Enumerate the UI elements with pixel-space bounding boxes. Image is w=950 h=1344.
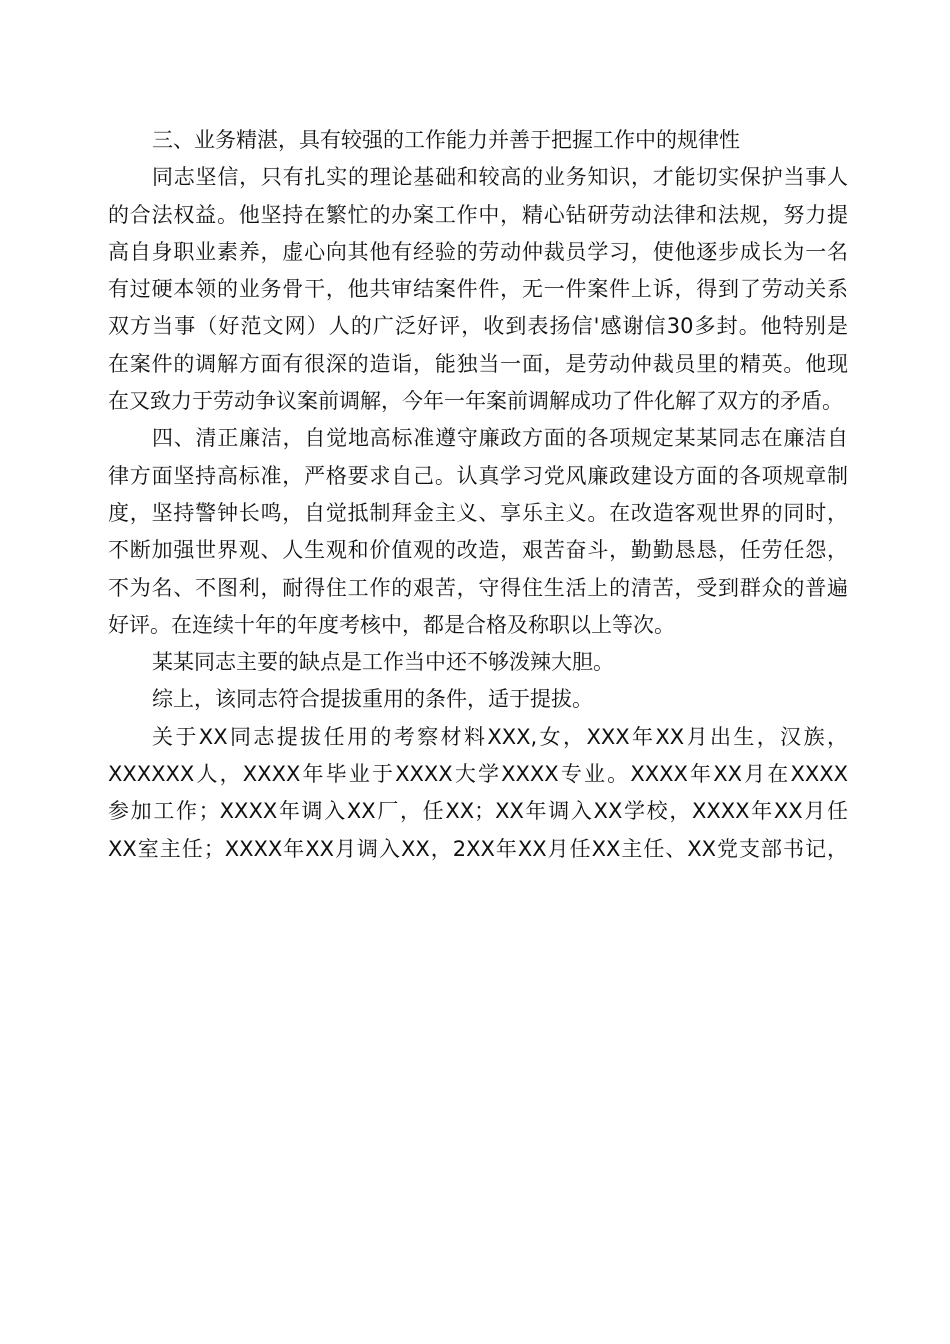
text-line: 不断加强世界观、人生观和价值观的改造，艰苦奋斗，勤勤恳恳，任劳任怨， <box>108 538 848 563</box>
text-line: 有过硬本领的业务骨干，他共审结案件件，无一件案件上诉，得到了劳动关系 <box>108 277 848 302</box>
paragraph-appendix-profile <box>108 719 848 868</box>
text-line: 双方当事（好范文网）人的广泛好评，收到表扬信'感谢信30多封。他特别是 <box>108 314 848 339</box>
text-line: 四、清正廉洁，自觉地高标准遵守廉政方面的各项规定某某同志在廉洁自 <box>152 426 848 451</box>
paragraph-section-3-heading <box>108 122 848 159</box>
text-line: 三、业务精湛，具有较强的工作能力并善于把握工作中的规律性 <box>152 128 740 152</box>
text-line: 好评。在连续十年的年度考核中，都是合格及称职以上等次。 <box>108 612 675 637</box>
paragraph-section-4 <box>108 420 848 644</box>
text-line: XXXXXX人，XXXX年毕业于XXXX大学XXXX专业。XXXX年XX月在XXXX <box>108 762 848 787</box>
text-line: 不为名、不图利，耐得住工作的艰苦，守得住生活上的清苦，受到群众的普遍 <box>108 575 848 600</box>
text-line: 度，坚持警钟长鸣，自觉抵制拜金主义、享乐主义。在改造客观世界的同时， <box>108 500 848 525</box>
text-line: 同志坚信，只有扎实的理论基础和较高的业务知识，才能切实保护当事人 <box>152 165 848 190</box>
paragraph-shortcoming <box>108 644 848 681</box>
text-line: XX室主任；XXXX年XX月调入XX，2XX年XX月任XX主任、XX党支部书记， <box>108 836 848 861</box>
text-line: 某某同志主要的缺点是工作当中还不够泼辣大胆。 <box>152 650 614 675</box>
text-line: 在案件的调解方面有很深的造诣，能独当一面，是劳动仲裁员里的精英。他现 <box>108 351 848 376</box>
document-body <box>108 122 848 868</box>
text-line: 综上，该同志符合提拔重用的条件，适于提拔。 <box>152 687 593 712</box>
paragraph-section-3-body <box>108 159 848 420</box>
text-line: 律方面坚持高标准，严格要求自己。认真学习党风廉政建设方面的各项规章制 <box>108 463 848 488</box>
text-line: 在又致力于劳动争议案前调解，今年一年案前调解成功了件化解了双方的矛盾。 <box>108 389 843 414</box>
text-line: 关于XX同志提拔任用的考察材料XXX,女，XXX年XX月出生，汉族， <box>152 724 848 749</box>
text-line: 的合法权益。他坚持在繁忙的办案工作中，精心钻研劳动法律和法规，努力提 <box>108 202 848 227</box>
paragraph-conclusion <box>108 681 848 718</box>
text-line: 参加工作；XXXX年调入XX厂，任XX；XX年调入XX学校，XXXX年XX月任 <box>108 799 848 824</box>
text-line: 高自身职业素养，虚心向其他有经验的劳动仲裁员学习，使他逐步成长为一名 <box>108 239 848 264</box>
